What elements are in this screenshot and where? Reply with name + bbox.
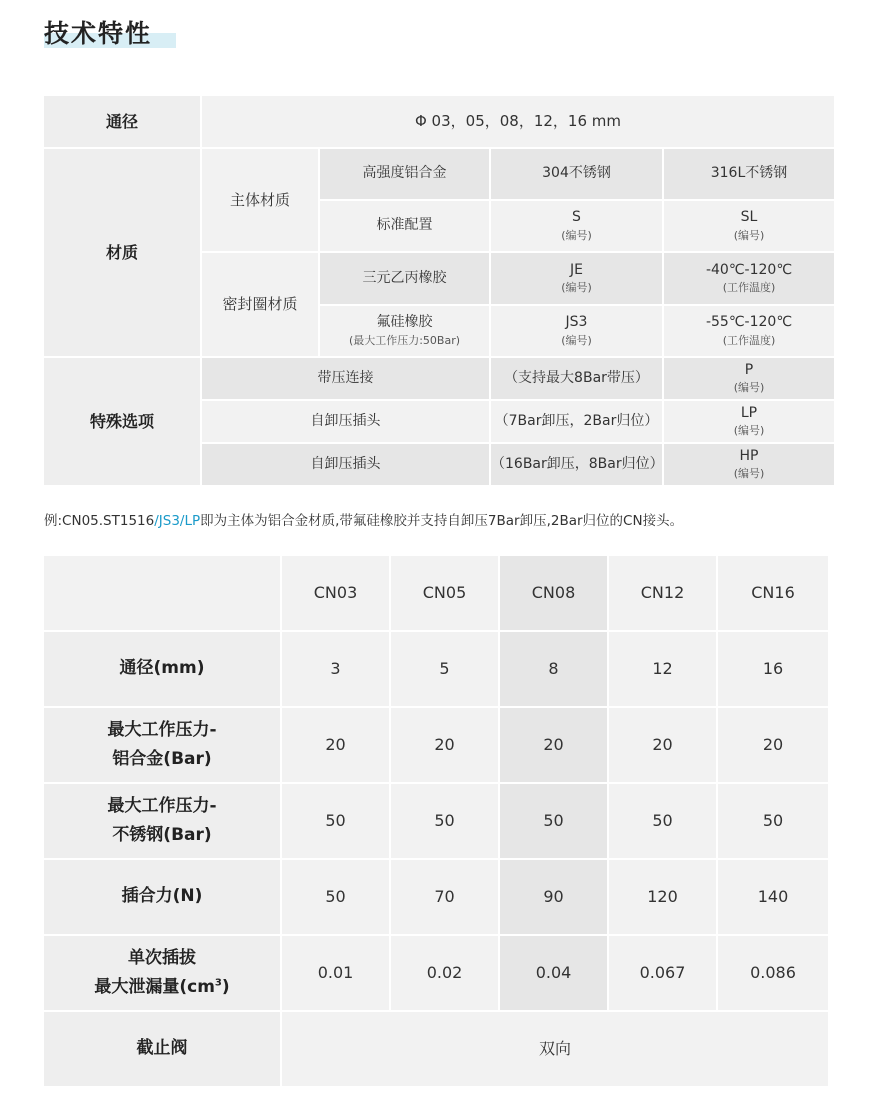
table-cell: 0.02 bbox=[391, 936, 498, 1010]
table-cell: 20 bbox=[609, 708, 716, 782]
body-material-aluminum: 高强度铝合金 bbox=[320, 149, 489, 199]
table-cell: 140 bbox=[718, 860, 828, 934]
body-material-316l: 316L不锈钢 bbox=[664, 149, 834, 199]
code-cell bbox=[491, 201, 662, 251]
table-cell: 20 bbox=[391, 708, 498, 782]
option-code: P bbox=[744, 361, 754, 378]
option-desc: （16Bar卸压，8Bar归位） bbox=[491, 444, 662, 485]
aluminum-code: 标准配置 bbox=[320, 201, 489, 251]
row-label bbox=[44, 708, 280, 782]
code-note: (编号) bbox=[733, 381, 765, 395]
code-cell bbox=[491, 306, 662, 356]
spec-table bbox=[44, 96, 828, 485]
table-cell: 50 bbox=[718, 784, 828, 858]
table-cell: 0.01 bbox=[282, 936, 389, 1010]
model-header: CN03 bbox=[282, 556, 389, 630]
example-highlight: /JS3/LP bbox=[154, 513, 201, 529]
code-note: (编号) bbox=[733, 467, 765, 481]
seal-epdm: 三元乙丙橡胶 bbox=[320, 253, 489, 304]
bore-value: Φ 03，05，08，12，16 mm bbox=[202, 96, 834, 147]
temp-note: (工作温度) bbox=[722, 281, 776, 295]
seal-material-label: 密封圈材质 bbox=[202, 253, 318, 356]
seal-epdm-temp: -40℃-120℃ bbox=[705, 261, 793, 278]
code-note: (编号) bbox=[561, 333, 592, 347]
table-cell: 0.04 bbox=[500, 936, 607, 1010]
example-suffix: 即为主体为铝合金材质,带氟硅橡胶并支持自卸压7Bar卸压,2Bar归位的CN接头。 bbox=[200, 513, 684, 529]
table-cell: 20 bbox=[282, 708, 389, 782]
option-code: HP bbox=[739, 447, 759, 464]
material-label: 材质 bbox=[44, 149, 200, 356]
table-cell: 70 bbox=[391, 860, 498, 934]
row-label-text: 铝合金(Bar) bbox=[112, 749, 212, 769]
option-code-cell bbox=[664, 358, 834, 399]
example-prefix: 例:CN05.ST1516 bbox=[44, 513, 155, 529]
leak-end: ) bbox=[221, 977, 230, 997]
option-code-cell bbox=[664, 401, 834, 442]
body-material-label: 主体材质 bbox=[202, 149, 318, 251]
row-label bbox=[44, 936, 280, 1010]
table-cell: 0.086 bbox=[718, 936, 828, 1010]
row-label-text: 通径(mm) bbox=[119, 658, 205, 679]
option-code-cell bbox=[664, 444, 834, 485]
table-cell: 20 bbox=[718, 708, 828, 782]
seal-epdm-code: JE bbox=[570, 261, 583, 278]
table-cell: 50 bbox=[282, 784, 389, 858]
code-note: (编号) bbox=[561, 281, 592, 295]
model-header: CN08 bbox=[500, 556, 607, 630]
model-header: CN12 bbox=[609, 556, 716, 630]
row-label-text: 不锈钢(Bar) bbox=[112, 825, 212, 845]
row-label-text: 插合力(N) bbox=[121, 886, 203, 907]
table-cell: 50 bbox=[500, 784, 607, 858]
seal-fvmq-note: (最大工作压力:50Bar) bbox=[348, 333, 461, 347]
seal-fvmq-cell bbox=[320, 306, 489, 356]
title-block bbox=[44, 14, 152, 50]
option-desc: （7Bar卸压，2Bar归位） bbox=[491, 401, 662, 442]
row-label bbox=[44, 632, 280, 706]
options-label: 特殊选项 bbox=[44, 358, 200, 485]
example-note bbox=[44, 509, 683, 529]
code-cell bbox=[491, 253, 662, 304]
table-cell: 12 bbox=[609, 632, 716, 706]
option-desc: （支持最大8Bar带压） bbox=[491, 358, 662, 399]
table-cell: 16 bbox=[718, 632, 828, 706]
page-title: 技术特性 bbox=[44, 19, 153, 48]
temp-note: (工作温度) bbox=[722, 333, 776, 347]
valve-value: 双向 bbox=[282, 1012, 828, 1086]
row-label-text: 最大工作压力- bbox=[107, 720, 217, 741]
temp-cell bbox=[664, 253, 834, 304]
row-label-text: 单次插拔 bbox=[128, 948, 196, 969]
temp-cell bbox=[664, 306, 834, 356]
row-label bbox=[44, 784, 280, 858]
table-cell: 0.067 bbox=[609, 936, 716, 1010]
option-code: LP bbox=[740, 404, 758, 421]
body-material-304: 304不锈钢 bbox=[491, 149, 662, 199]
code-316l: SL bbox=[740, 209, 758, 226]
code-304: S bbox=[572, 209, 581, 226]
table-cell: 50 bbox=[391, 784, 498, 858]
model-table bbox=[44, 556, 828, 1090]
row-label-text: 最大工作压力- bbox=[107, 796, 217, 817]
code-cell bbox=[664, 201, 834, 251]
table-cell: 120 bbox=[609, 860, 716, 934]
leak-sup: 3 bbox=[214, 977, 222, 989]
table-cell: 90 bbox=[500, 860, 607, 934]
table-cell: 50 bbox=[609, 784, 716, 858]
row-label bbox=[44, 860, 280, 934]
seal-fvmq-temp: -55℃-120℃ bbox=[705, 314, 793, 331]
model-header: CN05 bbox=[391, 556, 498, 630]
table-cell: 5 bbox=[391, 632, 498, 706]
code-note: (编号) bbox=[733, 424, 765, 438]
option-name: 自卸压插头 bbox=[202, 444, 489, 485]
corner-cell bbox=[44, 556, 280, 630]
code-note: (编号) bbox=[561, 228, 592, 242]
seal-fvmq-code: JS3 bbox=[565, 314, 588, 331]
seal-fvmq: 氟硅橡胶 bbox=[376, 314, 433, 331]
option-name: 带压连接 bbox=[202, 358, 489, 399]
option-name: 自卸压插头 bbox=[202, 401, 489, 442]
table-cell: 3 bbox=[282, 632, 389, 706]
table-cell: 8 bbox=[500, 632, 607, 706]
code-note: (编号) bbox=[733, 228, 765, 242]
row-label-text-2 bbox=[94, 973, 229, 1002]
table-cell: 20 bbox=[500, 708, 607, 782]
model-header: CN16 bbox=[718, 556, 828, 630]
valve-label: 截止阀 bbox=[44, 1012, 280, 1086]
table-cell: 50 bbox=[282, 860, 389, 934]
leak-label: 最大泄漏量(cm bbox=[94, 977, 215, 997]
bore-label: 通径 bbox=[44, 96, 200, 147]
